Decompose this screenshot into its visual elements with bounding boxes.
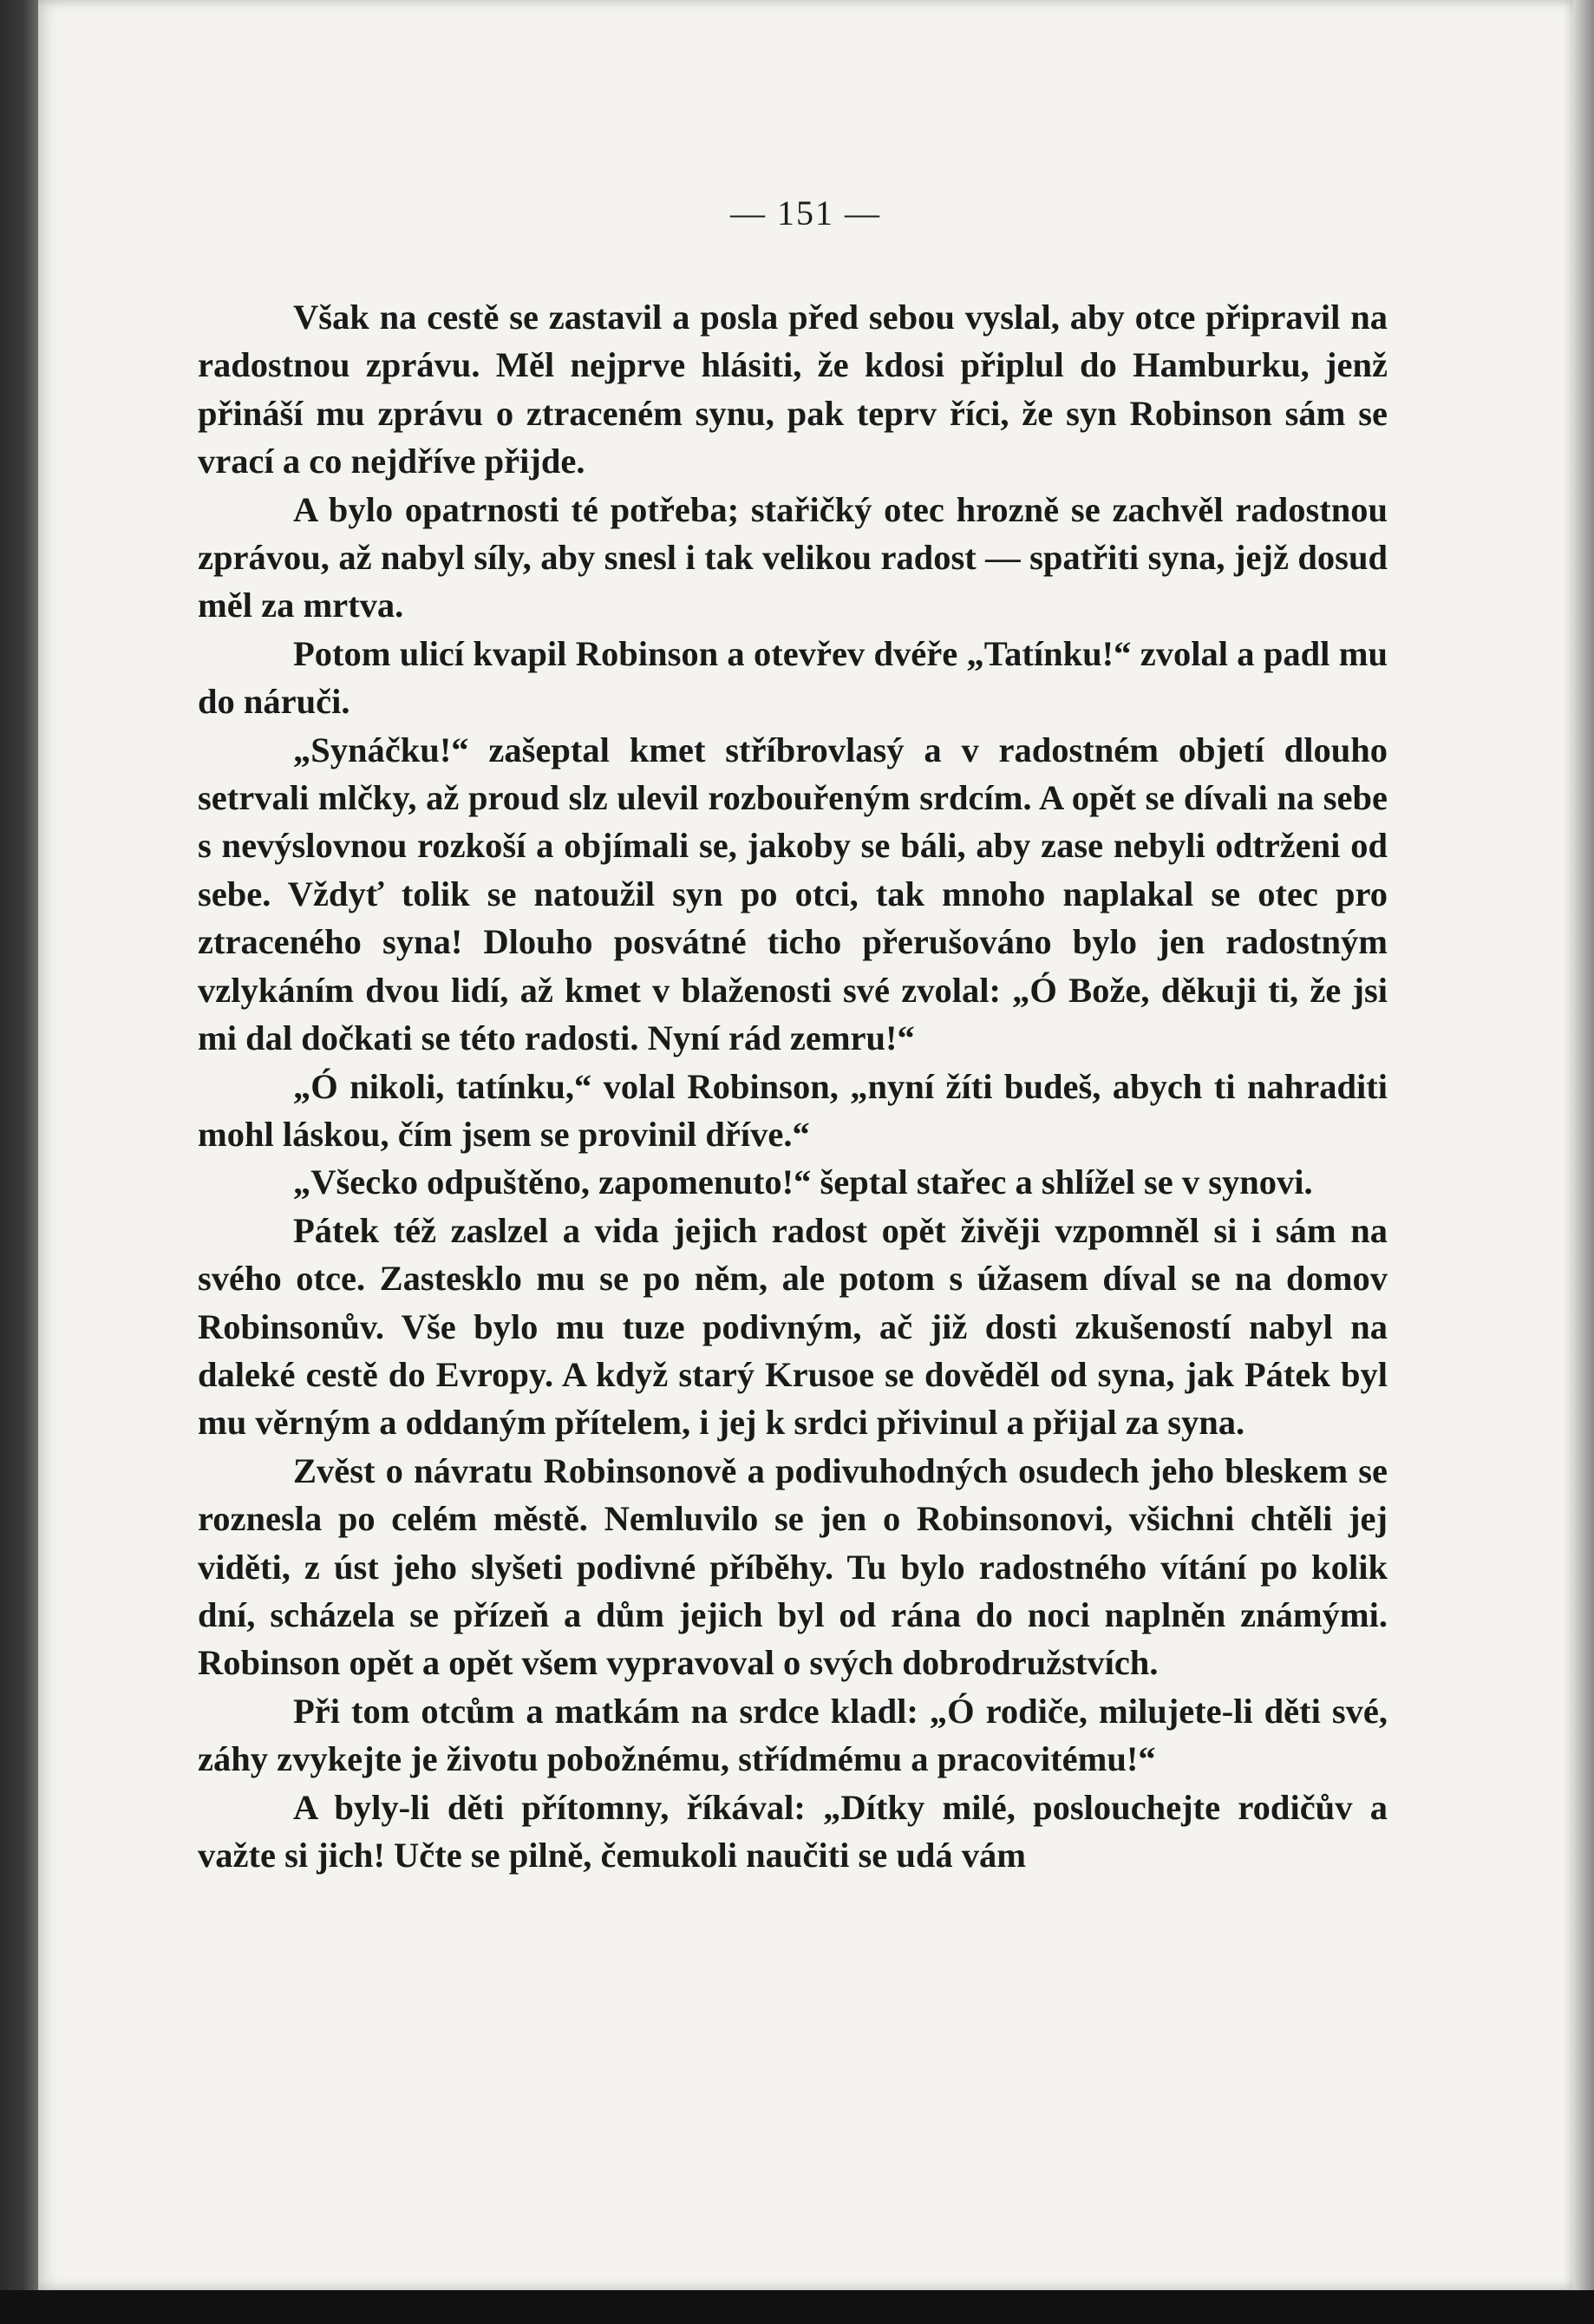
book-spine-shadow — [0, 0, 38, 2324]
paragraph: „Ó nikoli, tatínku,“ volal Robinson, „nyní žíti budeš, abych ti nahraditi mohl láskou, čím jsem se provinil dříve.“ — [198, 1066, 1388, 1154]
page-right-edge — [1573, 0, 1594, 2324]
paragraph: Potom ulicí kvapil Robinson a otevřev dvéře „Tatínku!“ zvolal a padl mu do náruči. — [198, 633, 1388, 722]
paragraph: „Všecko odpuštěno, zapomenuto!“ šeptal stařec a shlížel se v synovi. — [293, 1162, 1313, 1202]
paragraph: Pátek též zaslzel a vida jejich radost opět živěji vzpomněl si i sám na svého otce. Zastesklo mu se po něm, ale potom s úžasem díval se na domov Robinsonův. Vše bylo mu tuze podivným, ač již dosti zkušeností nabyl na daleké cestě do Evropy. A když starý Krusoe se dověděl od syna, jak Pátek byl mu věrným a oddaným přítelem, i jej k srdci přivinul a přijal za syna. — [198, 1210, 1388, 1443]
body-text — [198, 293, 1388, 1879]
paragraph: Zvěst o návratu Robinsonově a podivuhodných osudech jeho bleskem se roznesla po celém městě. Nemluvilo se jen o Robinsonovi, všichni chtěli jej viděti, z úst jeho slyšeti podivné příběhy. Tu bylo radostného vítání po kolik dní, scházela se přízeň a dům jejich byl od rána do noci naplněn známými. Robinson opět a opět všem vypravoval o svých dobrodružstvích. — [198, 1450, 1388, 1683]
scan-bottom-edge — [0, 2290, 1594, 2324]
paragraph: „Synáčku!“ zašeptal kmet stříbrovlasý a v radostném objetí dlouho setrvali mlčky, až proud slz ulevil rozbouřeným srdcím. A opět se dívali na sebe s nevýslovnou rozkoší a objímali se, jakoby se báli, aby zase nebyli odtrženi od sebe. Vždyť tolik se natoužil syn po otci, tak mnoho naplakal se otec pro ztraceného syna! Dlouho posvátné ticho přerušováno bylo jen radostným vzlykáním dvou lidí, až kmet v blaženosti své zvolal: „Ó Bože, děkuji ti, že jsi mi dal dočkati se této radosti. Nyní rád zemru!“ — [198, 730, 1388, 1058]
paragraph: A byly-li děti přítomny, říkával: „Dítky milé, poslouchejte rodičův a važte si jich! Učte se pilně, čemukoli naučiti se udá vám — [198, 1787, 1388, 1875]
book-page — [38, 0, 1573, 2290]
page-number: — 151 — — [730, 193, 881, 232]
paragraph: Při tom otcům a matkám na srdce kladl: „Ó rodiče, milujete-li děti své, záhy zvykejte je životu pobožnému, střídmému a pracovitému!“ — [198, 1691, 1388, 1779]
paragraph: Však na cestě se zastavil a posla před sebou vyslal, aby otce připravil na radostnou zprávu. Měl nejprve hlásiti, že kdosi připlul do Hamburku, jenž přináší mu zprávu o ztraceném synu, pak teprv říci, že syn Robinson sám se vrací a co nejdříve přijde. — [198, 298, 1388, 481]
paragraph: A bylo opatrnosti té potřeba; stařičký otec hrozně se zachvěl radostnou zprávou, až nabyl síly, aby snesl i tak velikou radost — spatřiti syna, jejž dosud měl za mrtva. — [198, 489, 1388, 625]
